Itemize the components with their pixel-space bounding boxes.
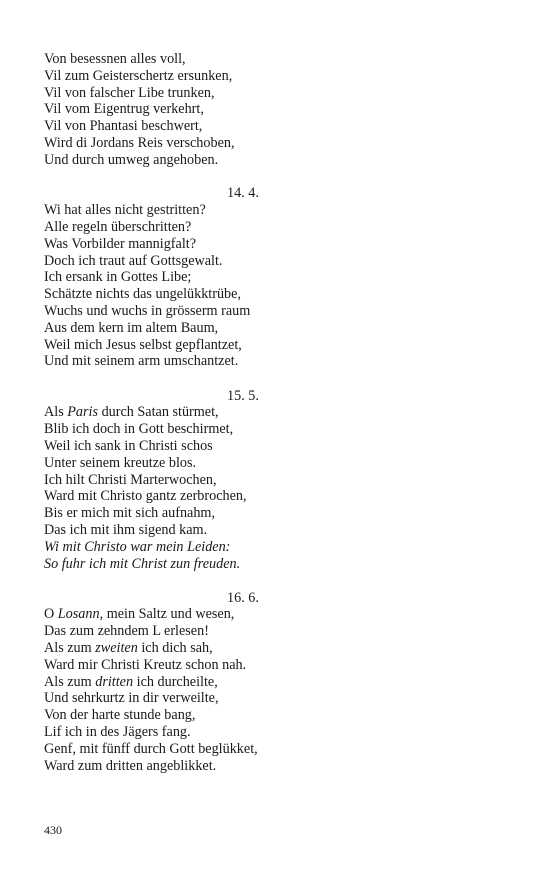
stanza-14 (44, 185, 504, 370)
verse-line: Ward mit Christo gantz zerbrochen, (44, 488, 247, 505)
verse-line: Vil von Phantasi beschwert, (44, 118, 203, 135)
stanza-16 (44, 590, 504, 775)
verse-line: Wi hat alles nicht gestritten? (44, 202, 206, 219)
verse-line: Ward mir Christi Kreutz schon nah. (44, 656, 247, 673)
verse-text: Als (44, 404, 68, 421)
verse-line: Bis er mich mit sich aufnahm, (44, 505, 216, 522)
verse-line: Unter seinem kreutze blos. (44, 454, 197, 471)
verse-text: Als zum (44, 640, 96, 657)
verse-text: mein Saltz und wesen, (103, 606, 235, 623)
emphasis-text: zweiten (95, 640, 138, 657)
emphasis-text: Wi mit Christo war mein Leiden: (44, 538, 231, 555)
verse-line: Wird di Jordans Reis verschoben, (44, 134, 235, 151)
verse-line (44, 640, 504, 657)
verse-line: Und durch umweg angehoben. (44, 151, 219, 168)
verse-line: Das ich mit ihm sigend kam. (44, 521, 208, 538)
emphasis-text: Paris (67, 404, 99, 421)
verse-line: Was Vorbilder mannigfalt? (44, 235, 196, 252)
verse-line: Ich hilt Christi Marterwochen, (44, 471, 217, 488)
italic-verse-line (44, 539, 504, 556)
stanza-number: 15. 5. (227, 387, 259, 404)
stanza-13 (44, 51, 504, 169)
verse-text: ich dich sah, (137, 640, 213, 657)
verse-line: Aus dem kern im altem Baum, (44, 319, 219, 336)
emphasis-text: So fuhr ich mit Christ zun freuden. (44, 555, 241, 572)
verse-line: Das zum zehndem L erlesen! (44, 623, 209, 640)
verse-text: O (44, 606, 58, 623)
verse-text: Als zum (44, 673, 96, 690)
stanza-number: 14. 4. (227, 185, 259, 202)
verse-line: Schätzte nichts das ungelükktrübe, (44, 286, 241, 303)
verse-line: Alle regeln überschritten? (44, 218, 192, 235)
verse-line: Weil mich Jesus selbst gepflantzet, (44, 336, 242, 353)
verse-line: Doch ich traut auf Gottsgewalt. (44, 252, 223, 269)
stanza-number: 16. 6. (227, 589, 259, 606)
verse-text: durch Satan stürmet, (98, 404, 219, 421)
italic-verse-line (44, 556, 504, 573)
verse-line: Vil zum Geisterschertz ersunken, (44, 67, 233, 84)
verse-line: Ward zum dritten angeblikket. (44, 757, 217, 774)
verse-line: Vil von falscher Libe trunken, (44, 84, 215, 101)
verse-line (44, 674, 504, 691)
verse-line: Blib ich doch in Gott beschirmet, (44, 421, 234, 438)
verse-line: Und sehrkurtz in dir verweilte, (44, 690, 219, 707)
verse-line: Genf, mit fünff durch Gott beglükket, (44, 740, 258, 757)
verse-line (44, 606, 504, 623)
verse-text: ich durcheilte, (133, 673, 218, 690)
page-number: 430 (44, 823, 62, 837)
verse-line: Ich ersank in Gottes Libe; (44, 269, 192, 286)
verse-line: Lif ich in des Jägers fang. (44, 724, 191, 741)
verse-line: Und mit seinem arm umschantzet. (44, 353, 239, 370)
verse-line: Von besessnen alles voll, (44, 51, 186, 67)
emphasis-text: dritten (95, 673, 134, 690)
emphasis-text: Losann, (57, 606, 104, 623)
verse-line: Weil ich sank in Christi schos (44, 437, 213, 454)
verse-line (44, 404, 504, 421)
stanza-15 (44, 388, 504, 573)
verse-line: Vil vom Eigentrug verkehrt, (44, 101, 204, 118)
verse-line: Wuchs und wuchs in grösserm raum (44, 302, 251, 319)
verse-line: Von der harte stunde bang, (44, 707, 196, 724)
poem-text (44, 51, 504, 774)
